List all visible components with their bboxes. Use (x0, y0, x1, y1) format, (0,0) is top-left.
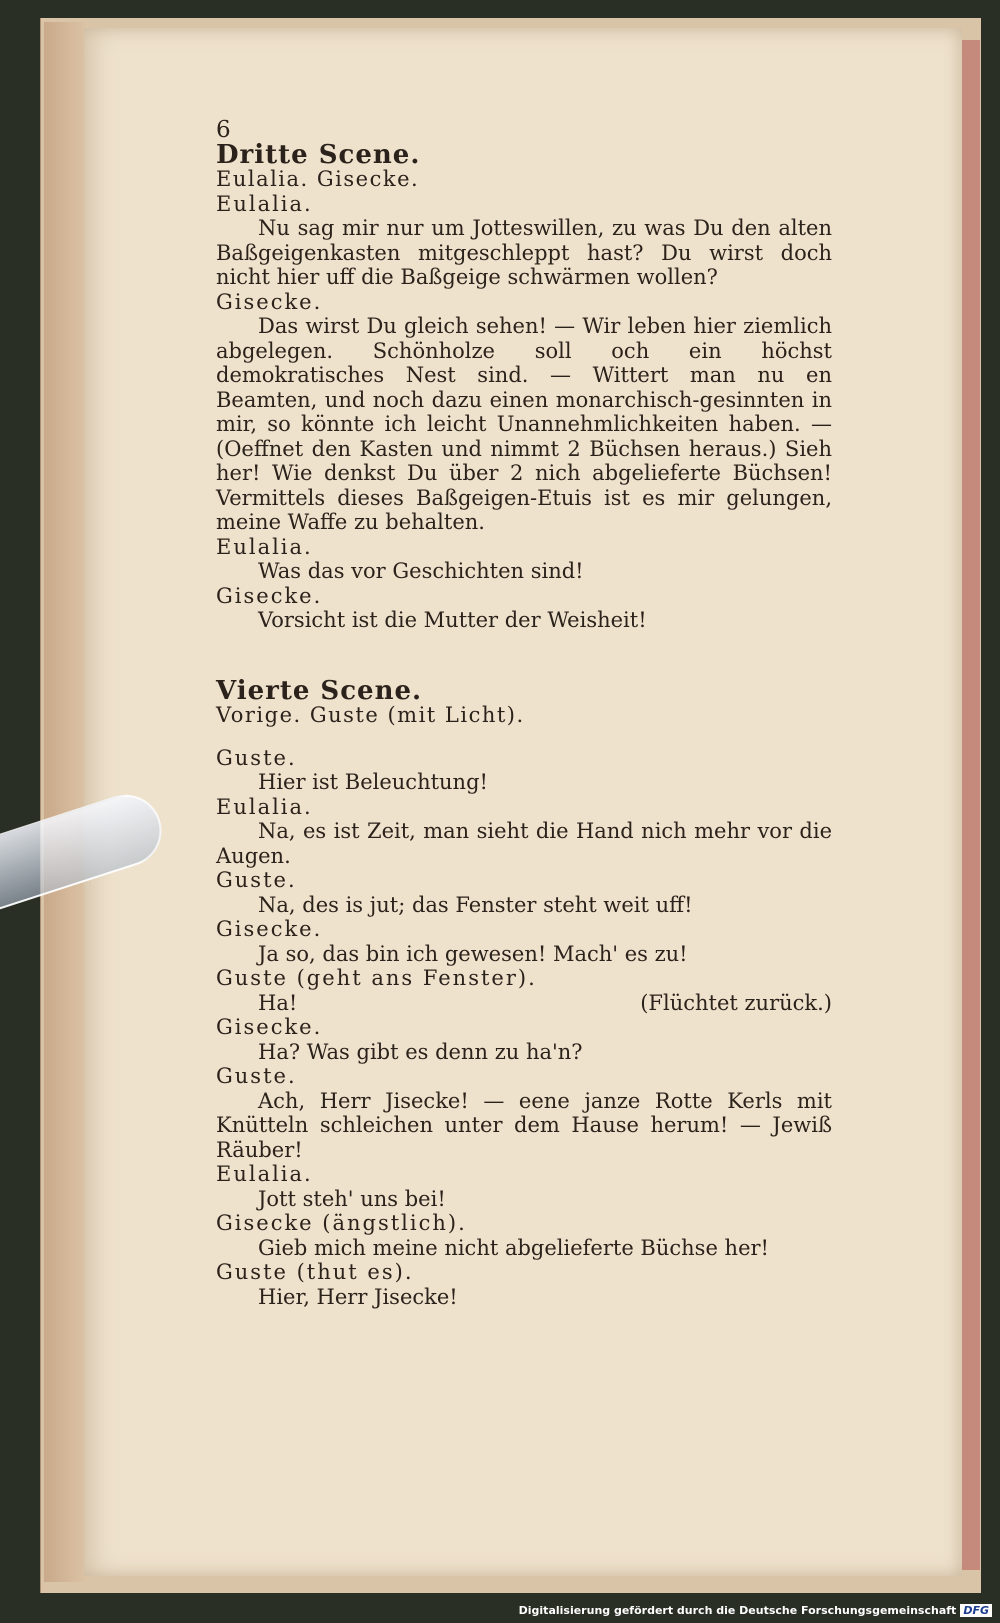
speaker-name: Gisecke. (216, 1015, 323, 1039)
speaker-name: Gisecke. (216, 289, 323, 314)
next-page-edge (962, 40, 980, 1570)
scene-title: Dritte Scene. (216, 139, 421, 170)
dialogue-line: Ha? Was gibt es denn zu ha'n? (258, 1039, 583, 1064)
dialogue-row (216, 991, 832, 1016)
speaker-name: Gisecke. (216, 583, 323, 608)
dialogue-line: Gieb mich meine nicht abgelieferte Büchse her! (258, 1235, 769, 1260)
speaker-name: Guste (thut es). (216, 1260, 414, 1284)
speaker-name: Eulalia. (216, 191, 313, 216)
cast-list: Vorige. Guste (mit Licht). (216, 703, 525, 727)
dialogue-line: Nu sag mir nur um Jotteswillen, zu was Du den alten Baßgeigenkasten mitgeschleppt hast? Du wirst doch nicht hier uff die Baßgeige schwärmen wollen? (216, 216, 832, 289)
stage-direction: (Flüchtet zurück.) (640, 990, 832, 1015)
dialogue-line: Jott steh' uns bei! (258, 1186, 446, 1211)
footer (519, 1604, 992, 1617)
footer-text: Digitalisierung gefördert durch die Deutsche Forschungsgemeinschaft (518, 1604, 957, 1617)
speaker-name: Gisecke (ängstlich). (216, 1211, 467, 1235)
speaker-name: Eulalia. (216, 534, 313, 559)
speaker-name: Guste. (216, 745, 297, 770)
speaker-name: Guste. (216, 868, 297, 892)
speaker-name: Guste (geht ans Fenster). (216, 966, 537, 990)
dialogue-line: Ja so, das bin ich gewesen! Mach' es zu! (258, 941, 688, 966)
dialogue-line: Das wirst Du gleich sehen! — Wir leben hier ziemlich abgelegen. Schönholze soll och ein höchst demokratisches Nest sind. — Wittert man nu en Beamten, und noch dazu einen monarchisch-gesinnten in mir, so könnte ich leicht Unannehmlichkeiten haben. — (Oeffnet den Kasten und nimmt 2 Büchsen heraus.) Sieh her! Wie denkst Du über 2 nich abgelieferte Büchsen! Vermittels dieses Baßgeigen-Etuis ist es mir gelungen, meine Waffe zu behalten. (216, 314, 832, 534)
dialogue-line: Vorsicht ist die Mutter der Weisheit! (258, 608, 647, 632)
cast-list: Eulalia. Gisecke. (216, 167, 420, 191)
dialogue-line: Hier, Herr Jisecke! (258, 1284, 458, 1309)
dfg-logo: DFG (960, 1604, 992, 1617)
dialogue-line: Hier ist Beleuchtung! (258, 770, 488, 794)
dialogue-line: Ach, Herr Jisecke! — eene janze Rotte Kerls mit Knütteln schleichen unter dem Hause herum! — Jewiß Räuber! (216, 1088, 832, 1162)
dialogue-line: Na, es ist Zeit, man sieht die Hand nich mehr vor die Augen. (216, 819, 832, 868)
page-edge (44, 22, 88, 1582)
page-text (216, 118, 832, 1309)
page-number: 6 (216, 117, 231, 143)
speaker-name: Gisecke. (216, 917, 323, 941)
speaker-name: Guste. (216, 1064, 297, 1088)
speaker-name: Eulalia. (216, 1162, 313, 1186)
dialogue-line: Na, des is jut; das Fenster steht weit uff! (258, 892, 693, 917)
dialogue-line: Was das vor Geschichten sind! (258, 559, 584, 583)
scene-title: Vierte Scene. (216, 675, 423, 706)
speaker-name: Eulalia. (216, 794, 313, 819)
dialogue-line: Ha! (258, 990, 298, 1015)
